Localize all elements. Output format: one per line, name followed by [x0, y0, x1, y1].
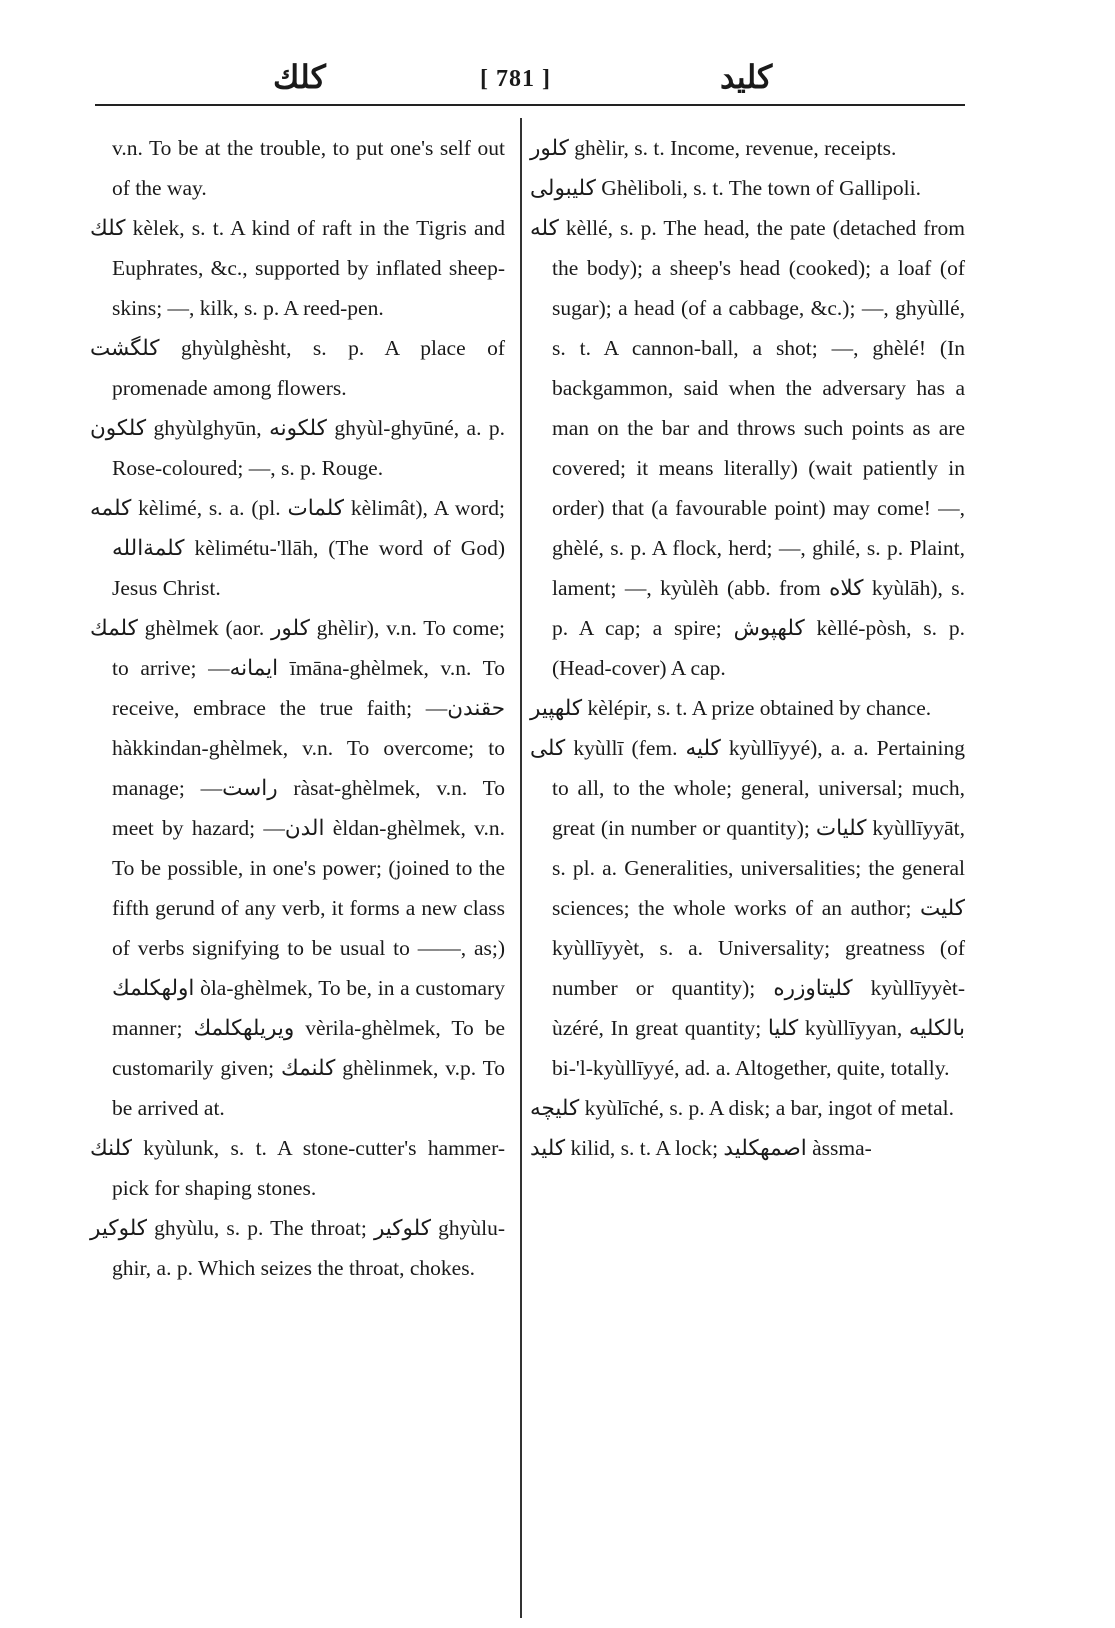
header-right-word: کلید	[720, 59, 773, 95]
header-rule	[95, 104, 965, 106]
column-divider	[520, 118, 522, 1618]
dictionary-entry: کلی kyùllī (fem. کلیه kyùllīyyé), a. a. Pertaining to all, to the whole; general, universal; much, great (in number or quantity); کلیات kyùllīyyāt, s. pl. a. Generalities, universalities; the general sciences; the whole works of an author; کلیت kyùllīyyèt, s. a. Universality; greatness (of number or quantity); کلیتاوزره kyùllīyyèt-ùzéré, In great quantity; کلیا kyùllīyyan, بالکلیه bi-'l-kyùllīyyé, ad. a. Altogether, quite, totally.	[530, 736, 965, 1080]
dictionary-entry: کلیچه kyùlīché, s. p. A disk; a bar, ingot of metal.	[530, 1096, 954, 1120]
page-header	[95, 58, 965, 104]
page-number: [ 781 ]	[480, 66, 551, 92]
dictionary-entry: کله kèllé, s. p. The head, the pate (detached from the body); a sheep's head (cooked); a loaf (of sugar); a head (of a cabbage, &c.); —, ghyùllé, s. t. A cannon-ball, a shot; —, ghèlé! (In backgammon, said when the adversary has a man on the bar and throws such points as are covered; it means literally) (wait patiently in order) that (a favourable point) may come! —, ghèlé, s. p. A flock, herd; —, ghilé, s. p. Plaint, lament; —, kyùlèh (abb. from کلاه kyùlāh), s. p. A cap; a spire; کلهپوش kèllé-pòsh, s. p. (Head-cover) A cap.	[530, 216, 965, 680]
left-column	[90, 128, 505, 1288]
dictionary-entry: کلمه kèlimé, s. a. (pl. کلمات kèlimât), A word; کلمةالله kèlimétu-'llāh, (The word of God) Jesus Christ.	[90, 496, 505, 600]
dictionary-entry: کلك kèlek, s. t. A kind of raft in the Tigris and Euphrates, &c., supported by inflated sheep-skins; —, kilk, s. p. A reed-pen.	[90, 216, 505, 320]
dictionary-entry: کلوکیر ghyùlu, s. p. The throat; کلوکیر ghyùlu-ghir, a. p. Which seizes the throat, chokes.	[90, 1216, 505, 1280]
dictionary-entry: کلگشت ghyùlghèsht, s. p. A place of promenade among flowers.	[90, 336, 505, 400]
dictionary-entry: v.n. To be at the trouble, to put one's self out of the way.	[112, 136, 505, 200]
dictionary-entry: کلهپیر kèlépir, s. t. A prize obtained by chance.	[530, 696, 932, 720]
dictionary-entry: کلنك kyùlunk, s. t. A stone-cutter's hammer-pick for shaping stones.	[90, 1136, 505, 1200]
right-column	[530, 128, 965, 1168]
dictionary-entry: کلیبولی Ghèliboli, s. t. The town of Gallipoli.	[530, 176, 921, 200]
header-left-word: کلك	[273, 59, 326, 95]
dictionary-entry: کلمك ghèlmek (aor. کلور ghèlir), v.n. To come; to arrive; —ایمانه īmāna-ghèlmek, v.n. To receive, embrace the true faith; —حقندن hàkkindan-ghèlmek, v.n. To overcome; to manage; —راست ràsat-ghèlmek, v.n. To meet by hazard; —الدن èldan-ghèlmek, v.n. To be possible, in one's power; (joined to the fifth gerund of any verb, it forms a new class of verbs signifying to be usual to ——, as;) اولهکلمك òla-ghèlmek, To be, in a customary manner; ویریلهکلمك vèrila-ghèlmek, To be customarily given; کلنمك ghèlinmek, v.p. To be arrived at.	[90, 616, 505, 1120]
dictionary-entry: کلور ghèlir, s. t. Income, revenue, receipts.	[530, 136, 897, 160]
dictionary-entry: کلید kilid, s. t. A lock; اصمهکلید àssma-	[530, 1136, 872, 1160]
dictionary-entry: کلکون ghyùlghyūn, کلکونه ghyùl-ghyūné, a. p. Rose-coloured; —, s. p. Rouge.	[90, 416, 506, 480]
